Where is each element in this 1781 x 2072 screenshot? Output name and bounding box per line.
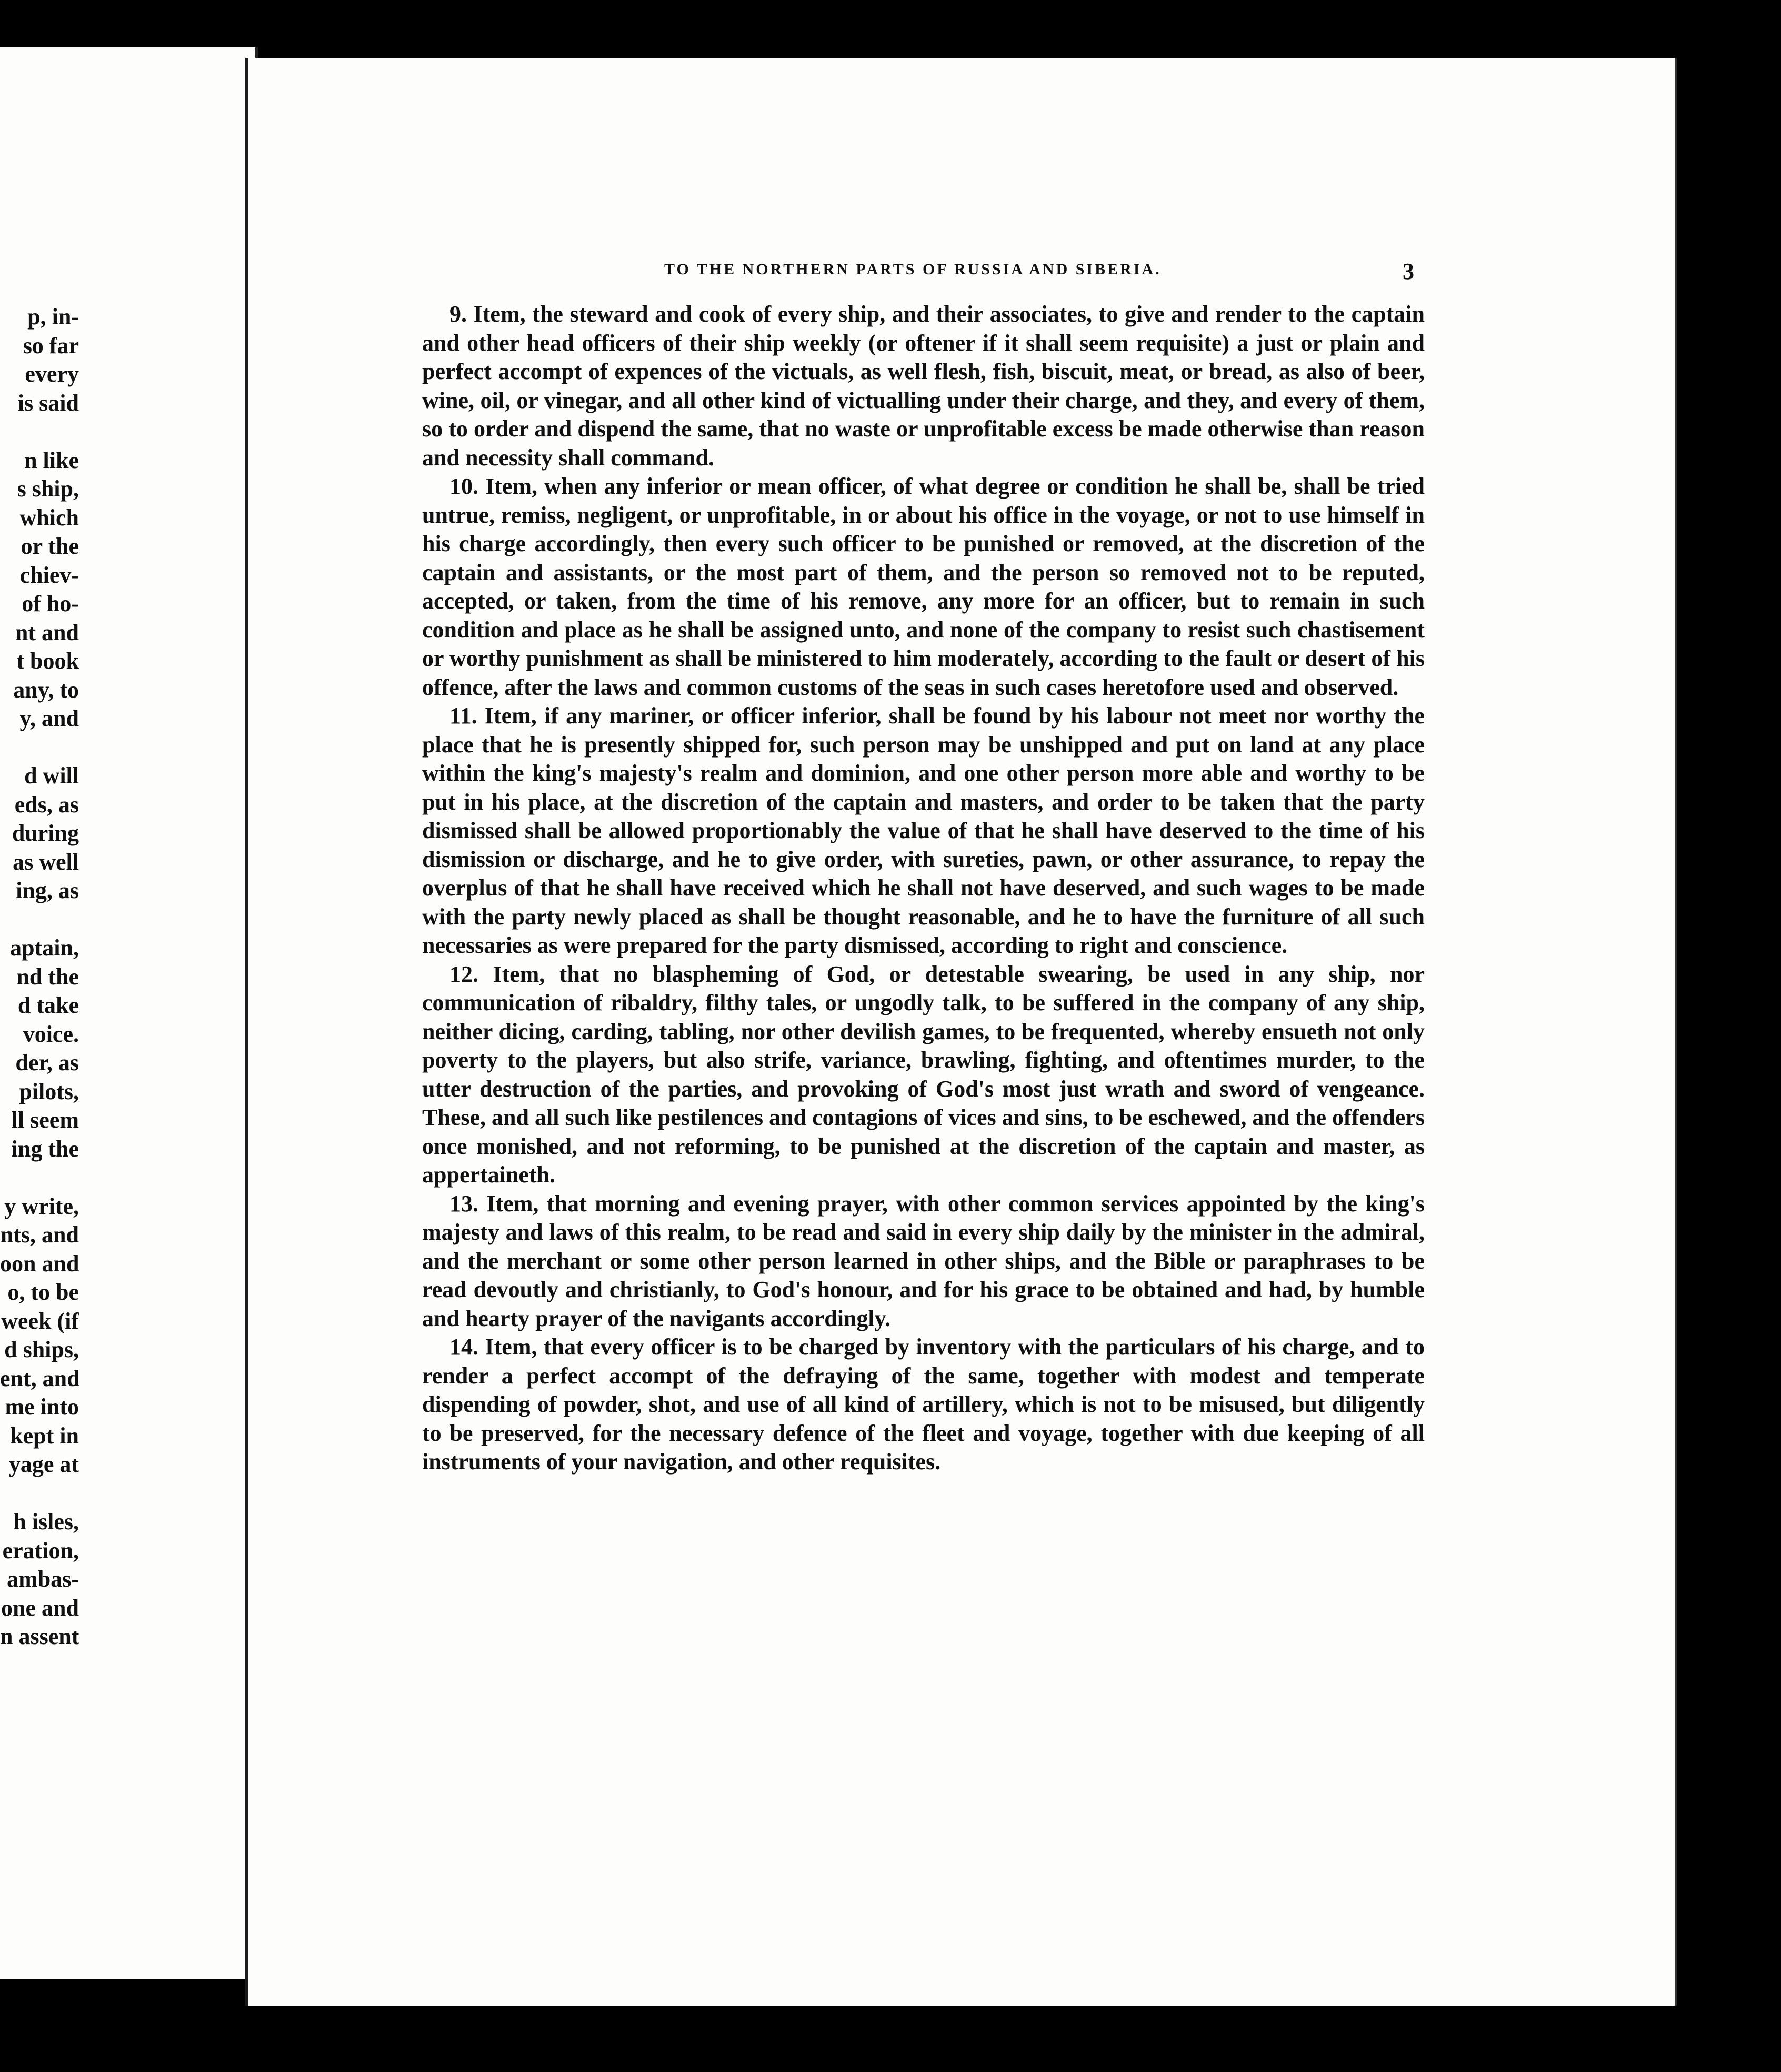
left-page-line: kept in <box>10 1422 79 1449</box>
left-page-line: ll seem <box>11 1107 79 1133</box>
left-page-line: nd the <box>16 963 79 990</box>
paragraph-item-11 <box>422 702 1425 960</box>
paragraph-text: Item, when any inferior or mean officer, of what degree or condition he shall be, shall be tried untrue, remiss, negligent, or unprofitable, in or about his office in the voyage, or not to use himself in his charge accordingly, then every such officer to be punished or removed, at the discretion of the captain and assistants, or the most part of them, and the person so removed not to be reputed, accepted, or taken, from the time of his remove, any more for an officer, but to remain in such condition and place as he shall be assigned unto, and none of the company to resist such chastisement or worthy punishment as shall be ministered to him moderately, according to the fault or desert of his offence, after the laws and common customs of the seas in such cases heretofore used and observed. <box>422 473 1425 700</box>
left-page-text-fragments <box>0 303 79 1651</box>
left-page-line: eds, as <box>14 791 79 818</box>
left-page-line <box>0 905 79 934</box>
running-head: TO THE NORTHERN PARTS OF RUSSIA AND SIBERIA. <box>664 261 1162 278</box>
left-page <box>0 47 258 1979</box>
left-page-line: n assent <box>0 1623 79 1649</box>
paragraph-text: Item, that morning and evening prayer, with other common services appointed by the king's majesty and laws of this realm, to be read and said in every ship daily by the minister in the admiral, and the merchant or some other person learned in other ships, and the Bible or paraphrases to be read devoutly and christianly, to God's honour, and for his grace to be obtained and had, by humble and hearty prayer of the navigants accordingly. <box>422 1190 1425 1331</box>
item-number: 13. <box>449 1190 478 1217</box>
left-page-line: nts, and <box>0 1222 79 1248</box>
left-page-line: me into <box>5 1394 79 1420</box>
right-page <box>245 58 1677 2006</box>
left-page-line: week (if <box>1 1308 79 1334</box>
left-page-line: ent, and <box>0 1365 80 1391</box>
paragraph-text: Item, if any mariner, or officer inferior, shall be found by his labour not meet nor worthy the place that he is presently shipped for, such person may be unshipped and put on land at any place within the king's majesty's realm and dominion, and one other person more able and worthy to be put in his place, at the discretion of the captain and masters, and order to be taken that the party dismissed shall be allowed proportionably the value of that he shall have deserved to the time of his dismission or discharge, and he to give order, with sureties, pawn, or other assurance, to repay the overplus of that he shall have received which he shall not have deserved, and such wages to be made with the party newly placed as shall be thought reasonable, and he to have the furniture of all such necessaries as were prepared for the party dismissed, according to right and conscience. <box>422 703 1425 958</box>
paragraph-item-9 <box>422 300 1425 472</box>
left-page-line: of ho- <box>22 591 79 616</box>
left-page-line: d ships, <box>4 1337 79 1362</box>
left-page-line: aptain, <box>10 935 79 961</box>
paragraph-item-10 <box>422 472 1425 702</box>
paragraph-item-12 <box>422 960 1425 1190</box>
page-number: 3 <box>1403 258 1414 284</box>
left-page-line: chiev- <box>19 562 79 588</box>
left-page-line: h isles, <box>13 1509 79 1535</box>
left-page-line: d will <box>24 763 79 789</box>
left-page-line: every <box>25 361 79 387</box>
left-page-line: as well <box>13 849 79 875</box>
item-number: 12. <box>449 961 478 987</box>
left-page-line: s ship, <box>17 476 79 502</box>
paragraph-text: Item, the steward and cook of every ship, and their associates, to give and render to the captain and other head officers of their ship weekly (or oftener if it shall seem requisite) a just or plain and perfect accompt of expences of the victuals, as well flesh, fish, biscuit, meat, or bread, as also of beer, wine, oil, or vinegar, and all other kind of victualling under their charge, and they, and every of them, so to order and dispend the same, that no waste or unprofitable excess be made otherwise than reason and necessity shall command. <box>422 301 1425 471</box>
left-page-line: der, as <box>15 1050 79 1075</box>
item-number: 11. <box>449 703 477 729</box>
left-page-line: during <box>12 820 79 846</box>
left-page-line: voice. <box>23 1021 79 1047</box>
left-page-line: oon and <box>0 1250 79 1277</box>
left-page-line: y, and <box>19 705 79 731</box>
body-text <box>422 300 1425 1477</box>
item-number: 14. <box>449 1334 478 1360</box>
left-page-line <box>0 417 79 446</box>
left-page-line: y write, <box>4 1193 79 1219</box>
left-page-line: which <box>19 504 79 531</box>
item-number: 10. <box>449 473 478 499</box>
left-page-line: n like <box>24 447 79 473</box>
left-page-line: p, in- <box>27 304 79 330</box>
left-page-line: eration, <box>2 1537 79 1563</box>
left-page-line: any, to <box>13 676 79 703</box>
left-page-line: ing the <box>11 1135 79 1162</box>
left-page-line <box>0 733 79 762</box>
paragraph-item-14 <box>422 1333 1425 1477</box>
left-page-line: ambas- <box>7 1566 79 1592</box>
left-page-line: o, to be <box>7 1279 79 1305</box>
left-page-line: ing, as <box>16 878 79 903</box>
item-number: 9. <box>449 301 467 327</box>
paragraph-text: Item, that every officer is to be charged by inventory with the particulars of his charge, and to render a perfect accompt of the defraying of the same, together with modest and temperate dispending of powder, shot, and use of all kind of artillery, which is not to be misused, but diligently to be preserved, for the necessary defence of the fleet and voyage, together with due keeping of all instruments of your navigation, and other requisites. <box>422 1334 1425 1475</box>
left-page-line <box>0 1479 79 1508</box>
left-page-line: one and <box>1 1595 79 1621</box>
left-page-line: t book <box>16 648 79 674</box>
left-page-line: yage at <box>8 1451 79 1477</box>
paragraph-text: Item, that no blaspheming of God, or detestable swearing, be used in any ship, nor communication of ribaldry, filthy tales, or ungodly talk, to be suffered in the company of any ship, neither dicing, carding, tabling, nor other devilish games, to be frequented, whereby ensueth not only poverty to the players, but also strife, variance, brawling, fighting, and oftentimes murder, to the utter destruction of the parties, and provoking of God's most just wrath and sword of vengeance. These, and all such like pestilences and contagions of vices and sins, to be eschewed, and the offenders once monished, and not reforming, to be punished at the discretion of the captain and master, as appertaineth. <box>422 961 1425 1188</box>
left-page-line: is said <box>17 390 79 416</box>
left-page-line: so far <box>23 332 79 358</box>
left-page-line: d take <box>17 992 79 1018</box>
left-page-line: pilots, <box>19 1078 79 1104</box>
left-page-line: nt and <box>15 619 79 645</box>
left-page-line <box>0 1163 79 1192</box>
paragraph-item-13 <box>422 1190 1425 1333</box>
left-page-line: or the <box>21 533 79 559</box>
